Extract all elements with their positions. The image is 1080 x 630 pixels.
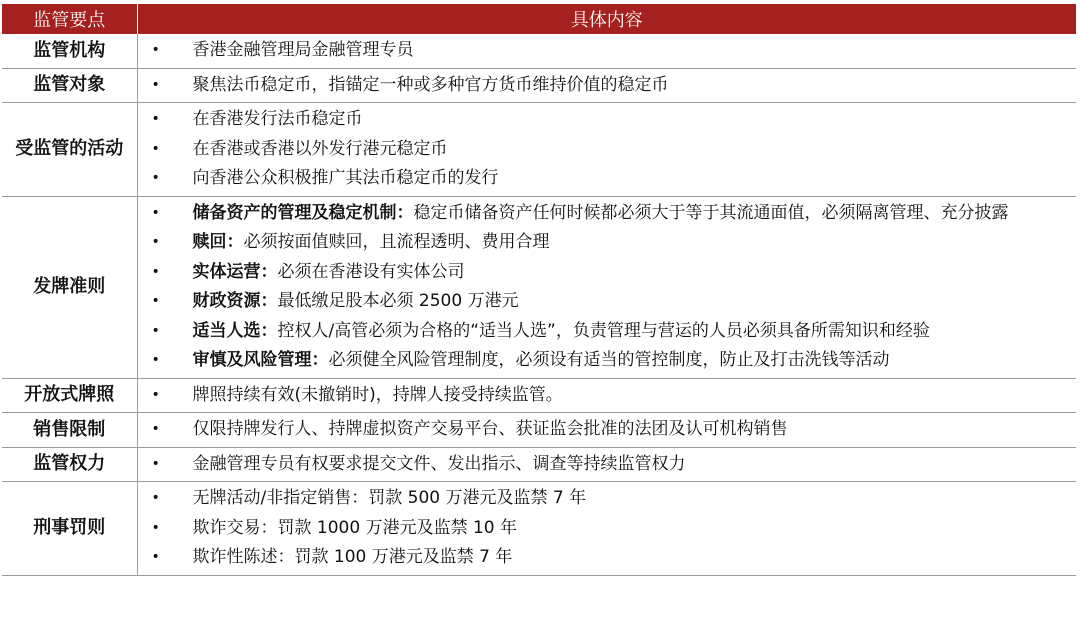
row-key: 开放式牌照 <box>2 378 137 413</box>
row-key: 监管对象 <box>2 68 137 103</box>
regulation-table <box>2 4 1076 576</box>
row-key: 监管机构 <box>2 34 137 68</box>
item-text: 金融管理专员有权要求提交文件、发出指示、调查等持续监管权力 <box>192 453 686 474</box>
bullet-list <box>138 415 1077 445</box>
bullet-icon: • <box>151 204 160 221</box>
list-item <box>138 484 1077 514</box>
item-text: 聚焦法币稳定币，指锚定一种或多种官方货币维持价值的稳定币 <box>192 74 669 95</box>
table-row <box>2 196 1076 378</box>
row-content <box>137 68 1076 103</box>
item-heading: 财政资源： <box>192 291 278 311</box>
list-item <box>138 36 1077 66</box>
item-text: 向香港公众积极推广其法币稳定币的发行 <box>192 168 499 188</box>
row-content <box>137 413 1076 448</box>
list-item <box>138 317 1077 347</box>
item-heading: 实体运营： <box>192 261 278 282</box>
table-row <box>2 447 1076 482</box>
bullet-list <box>138 381 1077 411</box>
row-content <box>137 103 1076 197</box>
list-item <box>138 287 1077 317</box>
row-key: 监管权力 <box>2 447 137 482</box>
item-text: 欺诈交易：罚款 1000 万港元及监禁 10 年 <box>192 517 518 538</box>
bullet-icon: • <box>151 263 160 280</box>
item-heading: 适当人选： <box>192 320 278 341</box>
item-text: 必须按面值赎回，且流程透明、费用合理 <box>243 232 550 252</box>
table-row <box>2 413 1076 448</box>
list-item <box>138 71 1077 101</box>
item-text: 控权人/高管必须为合格的“适当人选”，负责管理与营运的人员必须具备所需知识和经验 <box>277 320 930 341</box>
table-row <box>2 34 1076 68</box>
list-item <box>138 258 1077 288</box>
table-row <box>2 482 1076 576</box>
row-key: 发牌准则 <box>2 196 137 378</box>
header-details: 具体内容 <box>137 4 1076 34</box>
bullet-icon: • <box>151 421 160 437</box>
item-text: 必须在香港设有实体公司 <box>277 261 465 282</box>
bullet-icon: • <box>151 549 160 565</box>
item-heading: 赎回： <box>192 232 244 252</box>
list-item <box>138 514 1077 544</box>
bullet-list <box>138 71 1077 101</box>
item-text: 仅限持牌发行人、持牌虚拟资产交易平台、获证监会批准的法团及认可机构销售 <box>192 419 788 439</box>
bullet-list <box>138 484 1077 573</box>
row-key: 销售限制 <box>2 413 137 448</box>
item-text: 在香港或香港以外发行港元稳定币 <box>192 138 448 159</box>
bullet-icon: • <box>151 293 160 309</box>
bullet-icon: • <box>151 170 160 186</box>
item-text: 稳定币储备资产任何时候都必须大于等于其流通面值，必须隔离管理、充分披露 <box>413 202 1009 223</box>
table-row <box>2 68 1076 103</box>
bullet-icon: • <box>151 76 160 93</box>
bullet-icon: • <box>151 140 160 157</box>
row-content <box>137 196 1076 378</box>
table-row <box>2 378 1076 413</box>
list-item <box>138 228 1077 258</box>
row-content <box>137 34 1076 68</box>
bullet-icon: • <box>151 42 160 58</box>
list-item <box>138 135 1077 165</box>
bullet-icon: • <box>151 519 160 536</box>
row-content <box>137 447 1076 482</box>
bullet-icon: • <box>151 490 160 506</box>
bullet-icon: • <box>151 386 160 403</box>
item-text: 必须健全风险管理制度，必须设有适当的管控制度，防止及打击洗钱等活动 <box>328 350 890 370</box>
row-content <box>137 378 1076 413</box>
item-text: 最低缴足股本必须 2500 万港元 <box>277 291 519 311</box>
item-text: 香港金融管理局金融管理专员 <box>192 40 414 60</box>
list-item <box>138 415 1077 445</box>
bullet-icon: • <box>151 234 160 250</box>
list-item <box>138 381 1077 411</box>
bullet-list <box>138 105 1077 194</box>
item-text: 欺诈性陈述：罚款 100 万港元及监禁 7 年 <box>192 547 513 567</box>
item-text: 在香港发行法币稳定币 <box>192 109 363 129</box>
list-item <box>138 346 1077 376</box>
table-row <box>2 103 1076 197</box>
item-heading: 审慎及风险管理： <box>192 350 329 370</box>
item-text: 牌照持续有效(未撤销时)，持牌人接受持续监管。 <box>192 384 563 405</box>
bullet-icon: • <box>151 111 160 127</box>
row-key: 刑事罚则 <box>2 482 137 576</box>
item-text: 无牌活动/非指定销售：罚款 500 万港元及监禁 7 年 <box>192 488 587 508</box>
list-item <box>138 105 1077 135</box>
bullet-list <box>138 199 1077 376</box>
list-item <box>138 543 1077 573</box>
list-item <box>138 164 1077 194</box>
item-heading: 储备资产的管理及稳定机制： <box>192 202 414 223</box>
row-content <box>137 482 1076 576</box>
list-item <box>138 199 1077 229</box>
header-regulatory-point: 监管要点 <box>2 4 137 34</box>
bullet-list <box>138 450 1077 480</box>
bullet-list <box>138 36 1077 66</box>
list-item <box>138 450 1077 480</box>
table-header <box>2 4 1076 34</box>
row-key: 受监管的活动 <box>2 103 137 197</box>
bullet-icon: • <box>151 352 160 368</box>
bullet-icon: • <box>151 322 160 339</box>
bullet-icon: • <box>151 455 160 472</box>
